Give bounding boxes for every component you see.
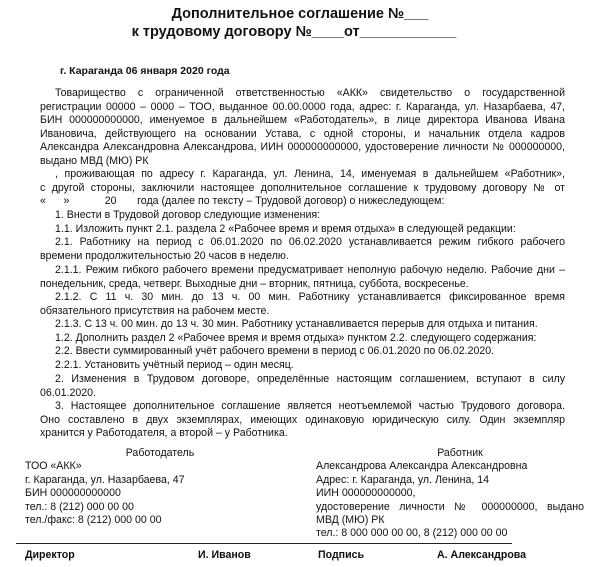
employee-line: Александрова Александра Александровна [316, 460, 528, 473]
employee-details [316, 447, 584, 541]
items-paragraph [40, 209, 565, 236]
text-line: 06.01.2020. [40, 386, 96, 399]
text-line: , проживающая по адресу г. Караганда, ул. Ленина, 14, именуемая в дальнейшем «Работник», [55, 168, 565, 180]
employee-line: удостоверение личности № 000000000, выдано [316, 500, 584, 513]
text-line: выдано МВД (МЮ) РК [40, 154, 149, 167]
signature-divider [16, 543, 512, 544]
employee-line: ИИН 000000000000, [316, 487, 416, 500]
text-line: обязательного присутствия на рабочем месте. [40, 304, 270, 317]
text-line: 2.1.1. Режим гибкого рабочего времени предусматривает неполную рабочую неделю. Рабочие дни – [55, 264, 565, 276]
employer-position: Директор [25, 549, 75, 561]
party2-paragraph [40, 168, 565, 209]
employee-line: МВД (МЮ) РК [316, 514, 385, 527]
clause-2-1-1 [40, 264, 565, 291]
text-line: Александра Александровна Александрова, ИИН 000000000000, удостоверение личности № 000000000, [40, 141, 565, 154]
place-date: г. Караганда 06 января 2020 года [60, 65, 230, 77]
text-line: Оно составлено в двух экземплярах, имеющих одинаковую юридическую силу. Один экземпляр [40, 413, 565, 426]
employer-heading: Работодатель [125, 447, 195, 459]
text-line: « » 20 года (далее по тексту – Трудовой договор) о нижеследующем: [40, 195, 445, 208]
employee-heading: Работник [437, 447, 483, 459]
employer-line: ТОО «АКК» [25, 460, 82, 473]
text-line: Товарищество с ограниченной ответственностью «АКК» свидетельство о государственной [55, 87, 565, 99]
employer-signatory: И. Иванов [198, 549, 251, 561]
clause-3 [40, 400, 565, 441]
clause-2-1-2 [40, 291, 565, 318]
text-line: 2.1.2. С 11 ч. 30 мин. до 13 ч. 00 мин. Работнику устанавливается фиксированное время [55, 291, 565, 303]
employer-line: г. Караганда, ул. Назарбаева, 47 [25, 473, 185, 486]
employer-line: тел./факс: 8 (212) 000 00 00 [25, 514, 162, 527]
text-line: 2.1. Работнику на период с 06.01.2020 по 06.02.2020 устанавливается режим гибкого рабочего [55, 236, 565, 248]
text-line: 1. Внести в Трудовой договор следующие изменения: [55, 209, 321, 221]
employee-signature-label: Подпись [318, 549, 364, 561]
intro-paragraph [40, 87, 565, 169]
text-line: 1.1. Изложить пункт 2.1. раздела 2 «Рабочее время и время отдыха» в следующей редакции: [55, 222, 516, 235]
employer-line: БИН 000000000000 [25, 487, 121, 500]
employee-line: тел.: 8 000 000 00 00, 8 (212) 000 00 00 [316, 527, 508, 540]
employee-line: Адрес: г. Караганда, ул. Ленина, 14 [316, 473, 490, 486]
text-line: БИН 000000000000, именуемое в дальнейшем «Работодатель», в лице директора Иванова Ивана [40, 114, 565, 127]
text-line: 2. Изменения в Трудовом договоре, определённые настоящим соглашением, вступают в силу [55, 373, 565, 385]
text-line: хранится у Работодателя, а второй – у Работника. [40, 427, 288, 440]
document-title: Дополнительное соглашение №___ [171, 6, 429, 22]
clause-2-1 [40, 236, 565, 263]
clause-2 [40, 373, 565, 400]
document-subtitle: к трудовому договору №____от____________ [131, 24, 457, 40]
text-line: 2.2. Ввести суммированный учёт рабочего времени в период с 06.01.2020 по 06.02.2020. [55, 345, 495, 358]
employee-signatory: А. Александрова [437, 549, 527, 561]
text-line: времени продолжительностью 20 часов в неделю. [40, 249, 289, 262]
text-line: Ивановича, действующего на основании Устава, с одной стороны, и начальник отдела кадров [40, 127, 565, 140]
clauses-list [40, 318, 565, 372]
text-line: 1.2. Дополнить раздел 2 «Рабочее время и время отдыха» пунктом 2.2. следующего содержания: [55, 331, 537, 344]
text-line: понедельник, среда, четверг. Выходные дни – вторник, пятница, суббота, воскресенье. [40, 277, 469, 290]
text-line: 2.1.3. С 13 ч. 00 мин. до 13 ч. 30 мин. Работнику устанавливается перерыв для отдыха и питания. [55, 318, 538, 330]
text-line: 2.2.1. Установить учётный период – один месяц. [55, 358, 294, 371]
employer-line: тел.: 8 (212) 000 00 00 [25, 500, 134, 513]
text-line: 3. Настоящее дополнительное соглашение является неотъемлемой частью Трудового договора. [55, 400, 565, 412]
text-line: регистрации 00000 – 0000 – ТОО, выданное 00.00.0000 года, адрес: г. Караганда, ул. Назарбаева, 47, [40, 100, 565, 113]
text-line: с другой стороны, заключили настоящее дополнительное соглашение к трудовому договору № от [40, 181, 565, 194]
employer-details [25, 447, 275, 527]
